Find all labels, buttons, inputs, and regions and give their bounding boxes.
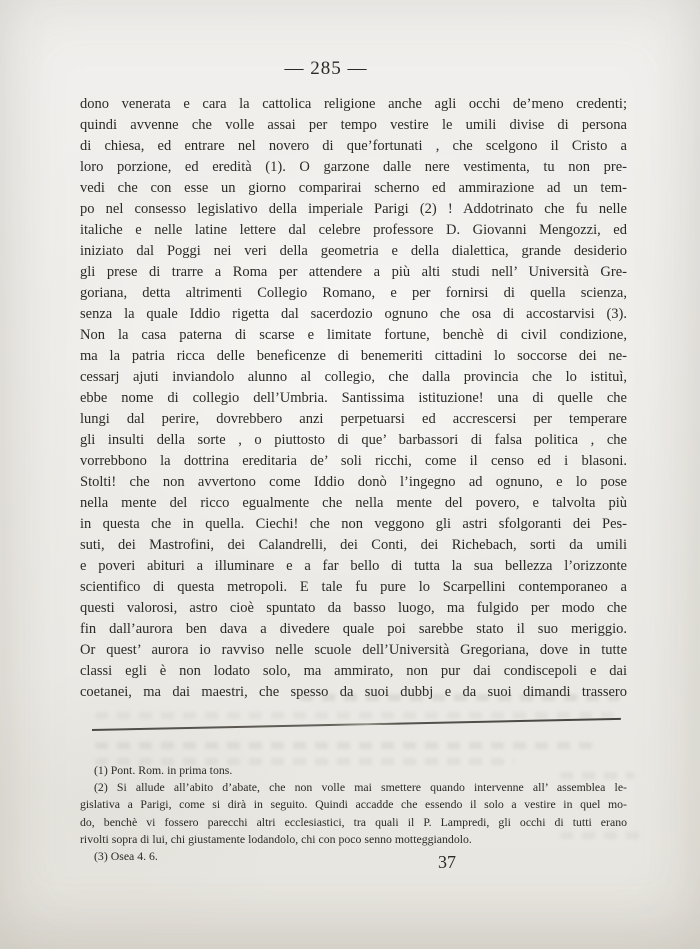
text-line: goriana, detta altrimenti Collegio Romano, e per fornirsi di quella scienza, bbox=[80, 285, 627, 301]
footnotes-block bbox=[80, 762, 627, 865]
text-line: vorrebbono la dottrina ereditaria de’ soli ricchi, come il censo ed i blasoni. bbox=[80, 453, 627, 469]
text-line: quindi avvenne che volle assai per tempo vestire le umili divise di persona bbox=[80, 117, 627, 133]
text-line: scientifico di questa metropoli. E tale fu pure lo Scarpellini contemporaneo a bbox=[80, 579, 627, 595]
text-line: po nel consesso legislativo della imperiale Parigi (2) ! Addotrinato che fu nelle bbox=[80, 201, 627, 217]
text-line: gli insulti della sorte , o piuttosto di que’ barbassori di falsa politica , che bbox=[80, 432, 627, 448]
footnote-line: (2) Si allude all’abito d’abate, che non volle mai smettere quando intervenne all’ assemblea le- bbox=[94, 780, 627, 795]
page-footer-number: 37 bbox=[438, 852, 456, 872]
text-line: Or quest’ aurora io ravviso nelle scuole dell’Università Gregoriana, dove in tutte bbox=[80, 642, 627, 658]
bleedthrough-smudge bbox=[95, 742, 595, 749]
text-line: suti, dei Mastrofini, dei Calandrelli, dei Conti, dei Richebach, sorti da umili bbox=[80, 537, 627, 553]
text-line: cessarj ajuti inviandolo alunno al collegio, che dalla provincia che lo istituì, bbox=[80, 369, 627, 385]
text-line: loro porzione, ed eredità (1). O garzone dalle nere vestimenta, tu non pre- bbox=[80, 159, 627, 175]
text-line: vedi che con esse un giorno comparirai scherno ed ammirazione ad un tem- bbox=[80, 180, 627, 196]
text-line: di chiesa, ed entrare nel novero di que’fortunati , che scelgono il Cristo a bbox=[80, 138, 627, 154]
footnote-line: (1) Pont. Rom. in prima tons. bbox=[94, 763, 233, 777]
page-header-number: — 285 — bbox=[284, 58, 368, 79]
text-line: iniziato dal Poggi nei veri della geometria e della dialettica, grande desiderio bbox=[80, 243, 627, 259]
footnote-line: (3) Osea 4. 6. bbox=[94, 848, 158, 863]
text-line: Stolti! che non avvertono come Iddio donò l’ingegno ad ognuno, e lo pose bbox=[80, 474, 627, 490]
text-line: senza la quale Iddio rigetta dal sacerdozio ognuno che osa di accostarvisi (3). bbox=[80, 306, 627, 322]
text-line: questi valorosi, astro cioè spuntato da basso luogo, ma fulgido per modo che bbox=[80, 600, 627, 616]
footnote-line: gislativa a Parigi, come si dirà in seguito. Quindi accadde che essendo il solo a vestire in quel mo- bbox=[80, 797, 627, 812]
text-line: coetanei, ma dai maestri, che spesso da suoi dubbj e da suoi dimandi trassero bbox=[80, 684, 627, 700]
text-line: lungi dal perire, dovrebbero anzi perpetuarsi ed accrescersi per temperare bbox=[80, 411, 627, 427]
text-line: nella mente del ricco egualmente che nella mente del povero, e talvolta più bbox=[80, 495, 627, 511]
bleedthrough-smudge bbox=[95, 712, 615, 719]
text-line: ma la patria ricca delle beneficenze di benemeriti cittadini lo soccorse dei ne- bbox=[80, 348, 627, 364]
text-line: dono venerata e cara la cattolica religione anche agli occhi de’meno credenti; bbox=[80, 96, 627, 112]
body-text bbox=[80, 94, 627, 703]
text-line: italiche e nelle latine lettere dal celebre professore D. Giovanni Mengozzi, ed bbox=[80, 222, 627, 238]
footnote-divider-rule bbox=[92, 718, 621, 731]
text-line: e poveri abituri a illuminare e a far bello di tutta la sua bellezza l’orizzonte bbox=[80, 558, 627, 574]
text-line: gli prese di trarre a Roma per attendere a più alti studi nell’ Università Gre- bbox=[80, 264, 627, 280]
text-line: Non la casa paterna di scarse e limitate fortune, benchè di civil condizione, bbox=[80, 327, 627, 343]
text-line: fin dall’aurora ben dava a divedere quale poi sarebbe stato il suo meriggio. bbox=[80, 621, 627, 637]
footnote-line: rivolti sopra di lui, chi giustamente lodandolo, chi con poco senno motteggiandolo. bbox=[80, 831, 472, 846]
footnote-line: do, benchè vi fossero parecchi altri ecclesiastici, tra quali il P. Lampredi, gli occhi di tutti erano bbox=[80, 814, 627, 829]
text-line: in questa che in quella. Ciechi! che non veggono gli astri sfolgoranti dei Pes- bbox=[80, 516, 627, 532]
text-line: classi egli è non lodato solo, ma ammirato, non pur dai condiscepoli e dai bbox=[80, 663, 627, 679]
text-line: ebbe nome di collegio dell’Umbria. Santissima istituzione! una di quelle che bbox=[80, 390, 627, 406]
